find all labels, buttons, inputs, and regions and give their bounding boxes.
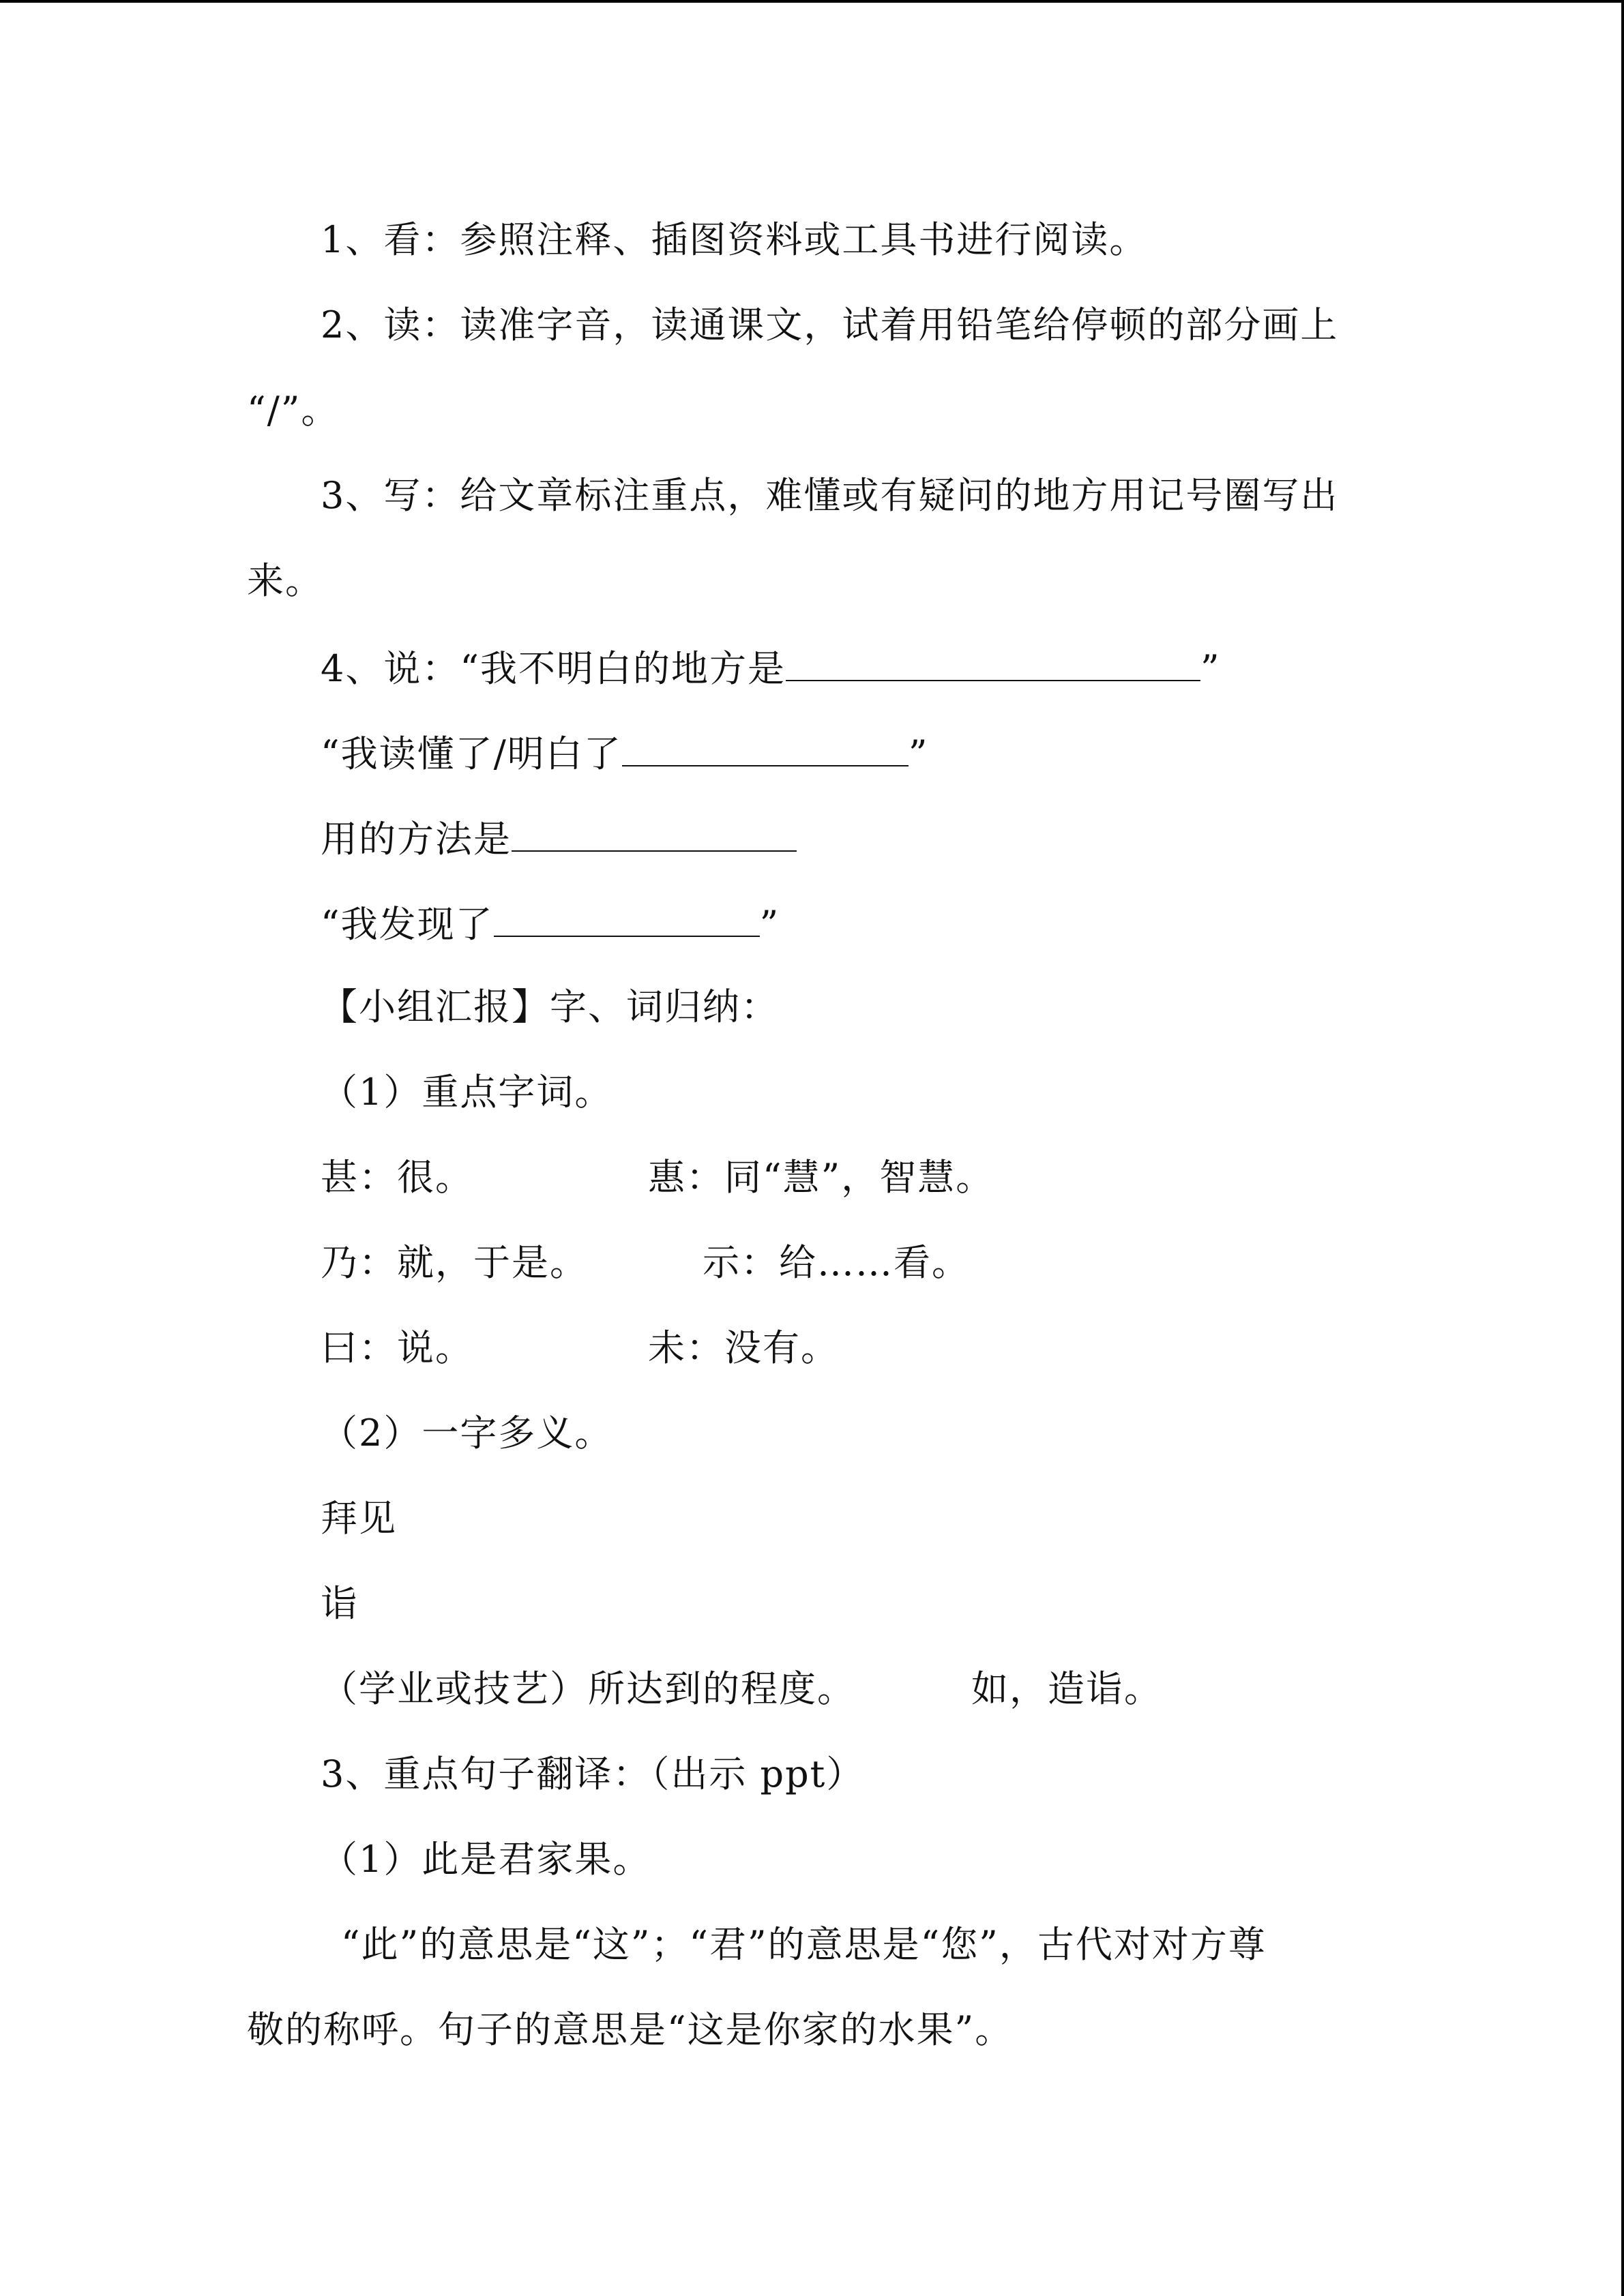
discovered-close-quote: ” [759,903,780,946]
polysemy-meaning-2: （学业或技艺）所达到的程度。 [321,1667,855,1710]
say-blank[interactable] [786,644,1200,681]
paragraph-method [321,815,797,861]
polysemy-meaning-1: 拜见 [321,1497,397,1540]
word-shi: 示：给……看。 [703,1241,970,1284]
say-close-quote: ” [1200,647,1221,690]
sentence-translation-heading: 3、重点句子翻译：（出示 ppt） [321,1753,865,1795]
paragraph-read-line2: “/”。 [247,389,340,432]
word-yue: 曰：说。 [321,1326,473,1369]
method-blank[interactable] [512,815,797,852]
understood-close-quote: ” [908,732,929,775]
word-nai: 乃：就，于是。 [321,1241,588,1284]
understood-prompt: “我读懂了/明白了 [321,732,622,775]
word-wei: 未：没有。 [648,1326,839,1369]
word-shen: 甚：很。 [321,1156,473,1199]
paragraph-look: 1、看：参照注释、插图资料或工具书进行阅读。 [321,218,1148,261]
key-words-heading: （1）重点字词。 [321,1071,613,1114]
paragraph-say [321,644,1221,691]
sentence-1: （1）此是君家果。 [321,1838,651,1881]
paragraph-understood [321,730,928,776]
paragraph-read-line1: 2、读：读准字音，读通课文，试着用铅笔给停顿的部分画上 [321,303,1339,346]
page-top-border [0,0,1624,3]
discovered-prompt: “我发现了 [321,903,494,946]
group-report-heading: 【小组汇报】字、词归纳： [321,985,779,1028]
polysemy-heading: （2）一字多义。 [321,1412,613,1455]
word-hui: 惠：同“慧”，智慧。 [648,1156,994,1199]
sentence-1-explanation-line1: “此”的意思是“这”；“君”的意思是“您”，古代对对方尊 [341,1923,1267,1966]
polysemy-word-yi: 诣 [321,1582,359,1625]
sentence-1-explanation-line2: 敬的称呼。句子的意思是“这是你家的水果”。 [247,2008,1014,2051]
method-prompt: 用的方法是 [321,818,512,861]
say-prompt: 4、说：“我不明白的地方是 [321,647,786,690]
polysemy-example: 如，造诣。 [971,1667,1162,1710]
paragraph-write-line1: 3、写：给文章标注重点，难懂或有疑问的地方用记号圈写出 [321,474,1339,517]
understood-blank[interactable] [622,730,909,766]
paragraph-discovered [321,900,780,946]
paragraph-write-line2: 来。 [247,559,323,602]
discovered-blank[interactable] [494,900,760,937]
page-right-border [1621,0,1624,2296]
